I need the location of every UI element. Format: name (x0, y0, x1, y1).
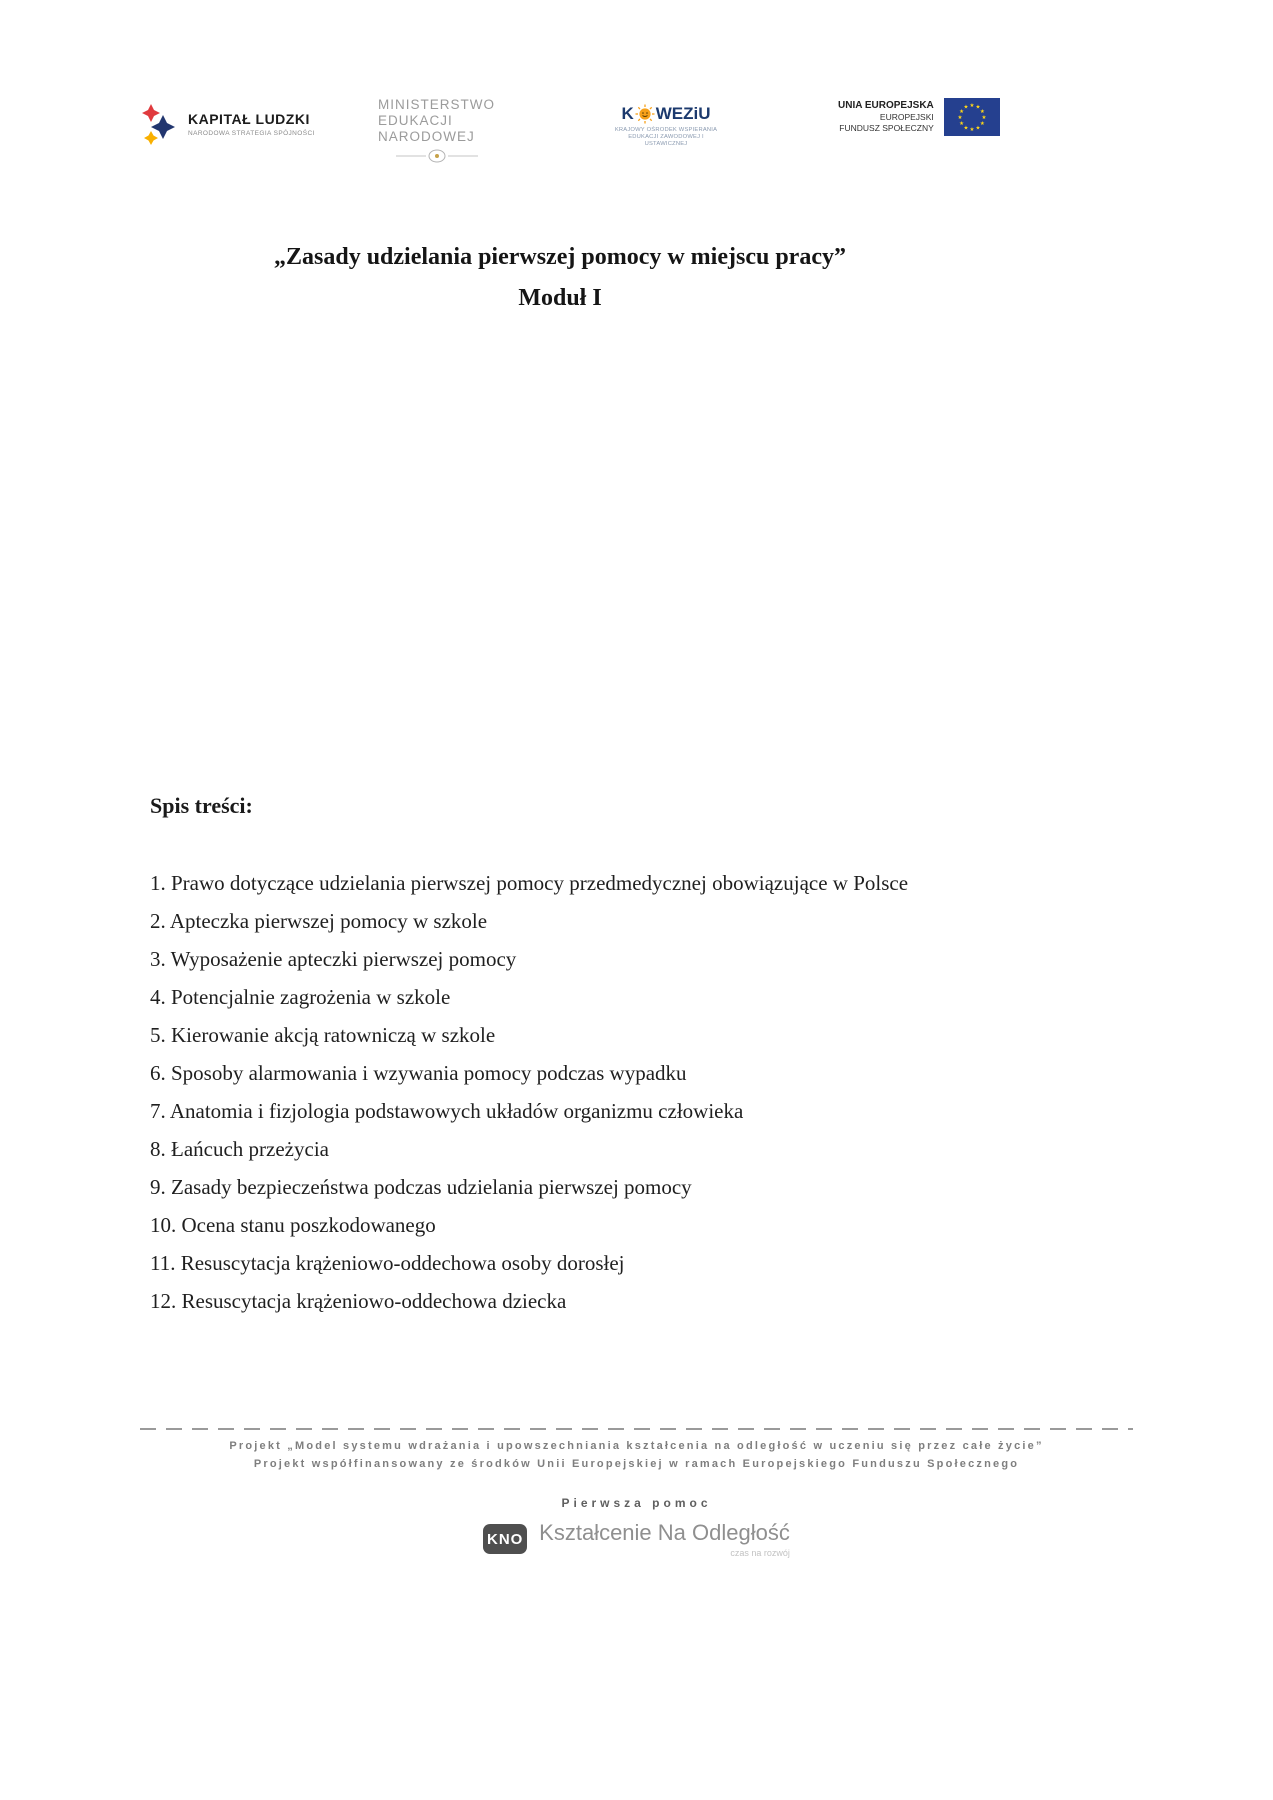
kno-name: Kształcenie Na Odległość (539, 1520, 790, 1545)
koweziu-logo (606, 104, 726, 148)
svg-text:★: ★ (969, 103, 975, 109)
table-of-contents (150, 793, 980, 1325)
svg-text:★: ★ (975, 125, 981, 132)
koweziu-title (606, 104, 726, 124)
kapital-ludzki-title: KAPITAŁ LUDZKI (188, 111, 310, 127)
eu-line1: UNIA EUROPEJSKA (838, 100, 934, 111)
svg-text:★: ★ (963, 125, 969, 132)
svg-text:★: ★ (958, 109, 964, 115)
svg-text:★: ★ (979, 109, 985, 115)
kno-tagline: czas na rozwój (730, 1548, 790, 1558)
eu-logo (838, 98, 1000, 136)
svg-text:★: ★ (981, 115, 987, 121)
footer-project-line1: Projekt „Model systemu wdrażania i upowszechniania kształcenia na odległość w uczeniu się przez całe życie” (229, 1440, 1044, 1452)
module-title: Moduł I (518, 285, 602, 311)
koweziu-title-rest: WEZiU (655, 104, 711, 123)
svg-text:★: ★ (963, 104, 969, 111)
eu-flag-icon (944, 98, 1000, 136)
footer-project-line2: Projekt współfinansowany ze środków Unii Europejskiej w ramach Europejskiego Funduszu Społecznego (253, 1458, 1020, 1470)
kapital-ludzki-text (188, 111, 315, 137)
kno-badge-icon: KNO (483, 1524, 527, 1554)
eu-line3: FUNDUSZ SPOŁECZNY (839, 123, 934, 133)
toc-item-1: 1. Prawo dotyczące udzielania pierwszej pomocy przedmedycznej obowiązujące w Polsce (150, 871, 909, 895)
toc-item-8: 8. Łańcuch przeżycia (150, 1137, 329, 1161)
kno-text (539, 1520, 790, 1558)
koweziu-title-k: K (621, 104, 634, 123)
toc-item-9: 9. Zasady bezpieczeństwa podczas udzielania pierwszej pomocy (150, 1175, 692, 1199)
kapital-ludzki-icon (138, 100, 178, 148)
toc-item-3: 3. Wyposażenie apteczki pierwszej pomocy (150, 947, 517, 971)
document-title: „Zasady udzielania pierwszej pomocy w miejscu pracy” (274, 244, 846, 270)
eu-logo-text (838, 98, 934, 134)
svg-text:★: ★ (975, 104, 981, 111)
toc-item-10: 10. Ocena stanu poszkodowanego (150, 1213, 436, 1237)
svg-text:★: ★ (969, 127, 975, 133)
toc-item-6: 6. Sposoby alarmowania i wzywania pomocy podczas wypadku (150, 1061, 687, 1085)
kapital-ludzki-logo (138, 100, 315, 148)
kapital-ludzki-subtitle: NARODOWA STRATEGIA SPÓJNOŚCI (188, 130, 315, 137)
ministerstwo-emblem-icon (378, 149, 495, 168)
svg-text:★: ★ (958, 121, 964, 127)
svg-text:★: ★ (979, 121, 985, 127)
footer-divider (140, 1428, 1133, 1430)
ministerstwo-line3: NARODOWEJ (378, 129, 475, 144)
ministerstwo-logo (378, 97, 495, 168)
koweziu-sun-icon (635, 104, 655, 124)
toc-item-4: 4. Potencjalnie zagrożenia w szkole (150, 985, 451, 1009)
eu-line2: EUROPEJSKI (879, 112, 934, 122)
toc-heading: Spis treści: (150, 793, 253, 818)
svg-text:★: ★ (957, 115, 963, 121)
kno-logo (140, 1520, 1133, 1558)
ministerstwo-line2: EDUKACJI (378, 113, 453, 128)
ministerstwo-line1: MINISTERSTWO (378, 97, 495, 112)
toc-item-12: 12. Resuscytacja krążeniowo-oddechowa dziecka (150, 1289, 567, 1313)
koweziu-subtitle: KRAJOWY OŚRODEK WSPIERANIA EDUKACJI ZAWODOWEJ I USTAWICZNEJ (614, 127, 718, 147)
toc-item-7: 7. Anatomia i fizjologia podstawowych układów organizmu człowieka (150, 1099, 744, 1123)
footer-course-name: Pierwsza pomoc (561, 1496, 712, 1510)
toc-item-5: 5. Kierowanie akcją ratowniczą w szkole (150, 1023, 496, 1047)
toc-item-2: 2. Apteczka pierwszej pomocy w szkole (150, 909, 488, 933)
title-block (150, 244, 970, 312)
toc-item-11: 11. Resuscytacja krążeniowo-oddechowa osoby dorosłej (150, 1251, 625, 1275)
